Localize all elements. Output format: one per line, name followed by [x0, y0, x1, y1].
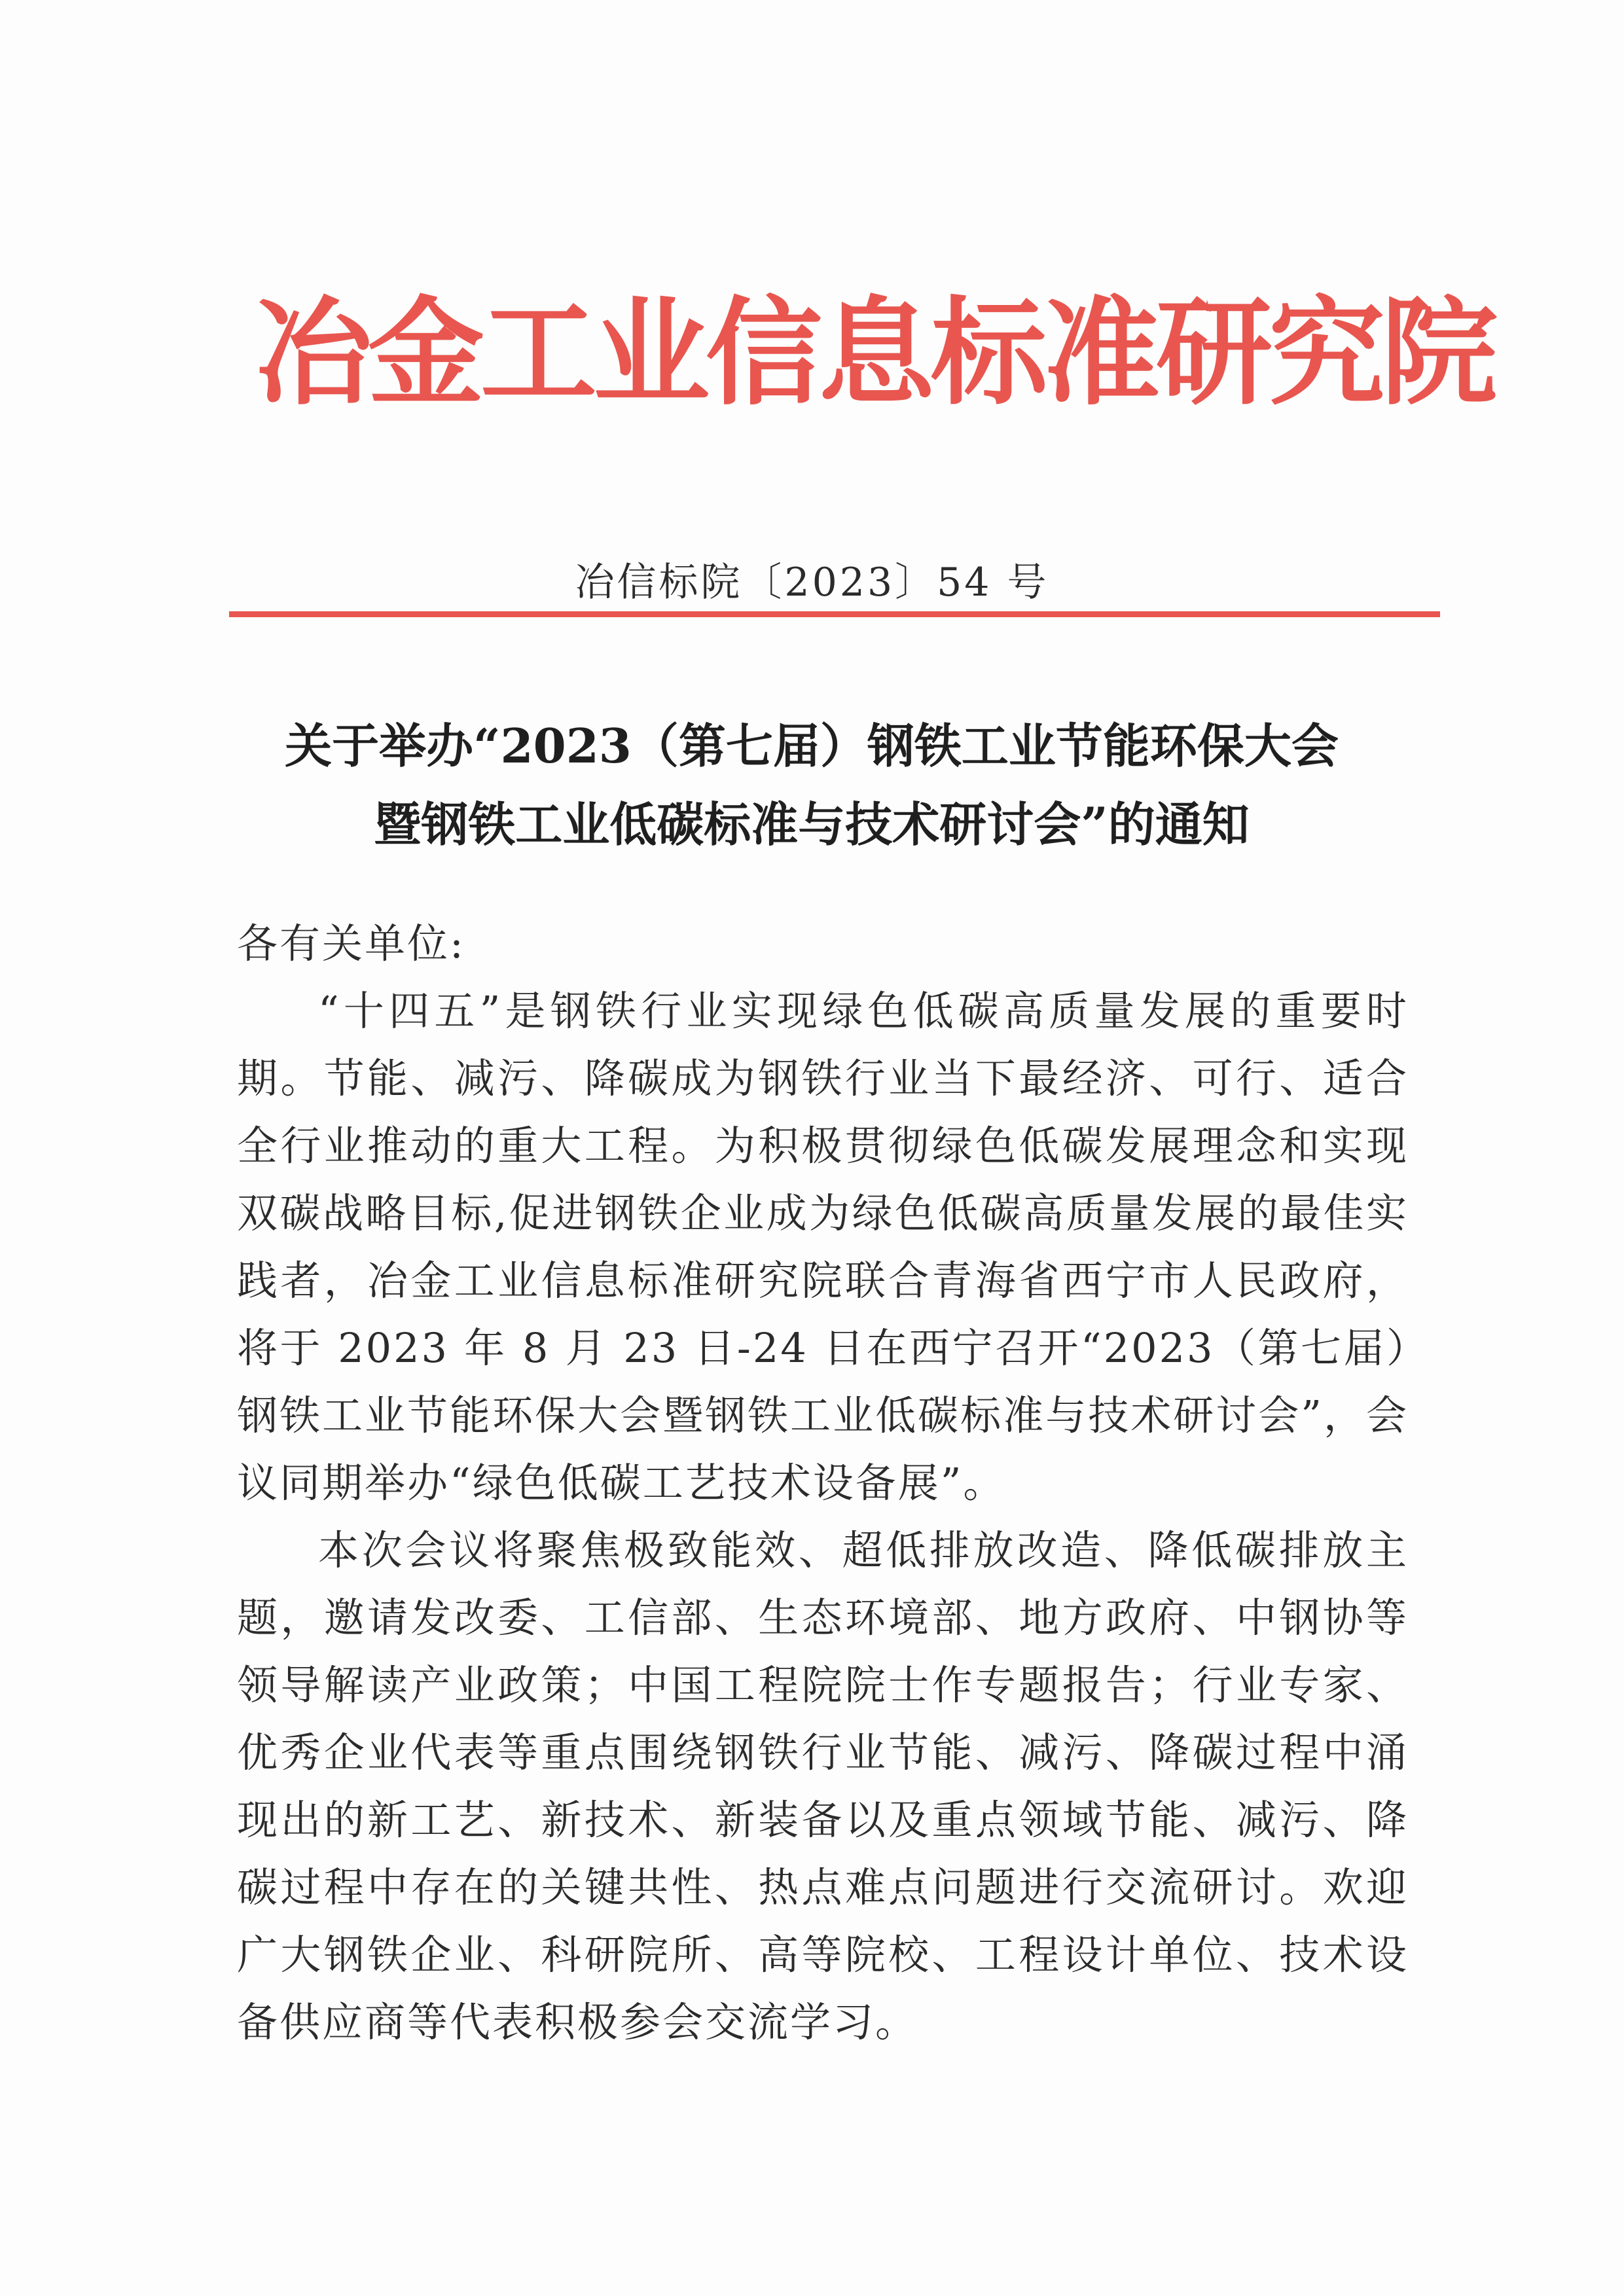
red-divider-line — [229, 611, 1440, 617]
notice-title-line-1: 关于举办“2023（第七届）钢铁工业节能环保大会 — [285, 718, 1339, 774]
notice-title-line-2: 暨钢铁工业低碳标准与技术研讨会”的通知 — [374, 797, 1250, 852]
salutation: 各有关单位: — [237, 920, 465, 967]
body-paragraph-1: “十四五”是钢铁行业实现绿色低碳高质量发展的重要时期。节能、减污、降碳成为钢铁行业当下最经济、可行、适合全行业推动的重大工程。为积极贯彻绿色低碳发展理念和实现双碳战略目标,促进钢铁企业成为绿色低碳高质量发展的最佳实践者，冶金工业信息标准研究院联合青海省西宁市人民政府，将于 2023 年 8 月 23 日-24 日在西宁召开“2023（第七届）钢铁工业节能环保大会暨钢铁工业低碳标准与技术研讨会”，会议同期举办“绿色低碳工艺技术设备展”。 — [237, 987, 1409, 1507]
body-paragraph-2: 本次会议将聚焦极致能效、超低排放改造、降低碳排放主题，邀请发改委、工信部、生态环境部、地方政府、中钢协等领导解读产业政策；中国工程院院士作专题报告；行业专家、优秀企业代表等重点围绕钢铁行业节能、减污、降碳过程中涌现出的新工艺、新技术、新装备以及重点领域节能、减污、降碳过程中存在的关键共性、热点难点问题进行交流研讨。欢迎广大钢铁企业、科研院所、高等院校、工程设计单位、技术设备供应商等代表积极参会交流学习。 — [237, 1526, 1409, 2046]
notice-body — [237, 910, 1409, 2056]
document-number: 冶信标院〔2023〕54 号 — [575, 560, 1049, 605]
letterhead-title: 冶金工业信息标准研究院 — [255, 285, 1494, 421]
notice-title — [196, 707, 1427, 864]
